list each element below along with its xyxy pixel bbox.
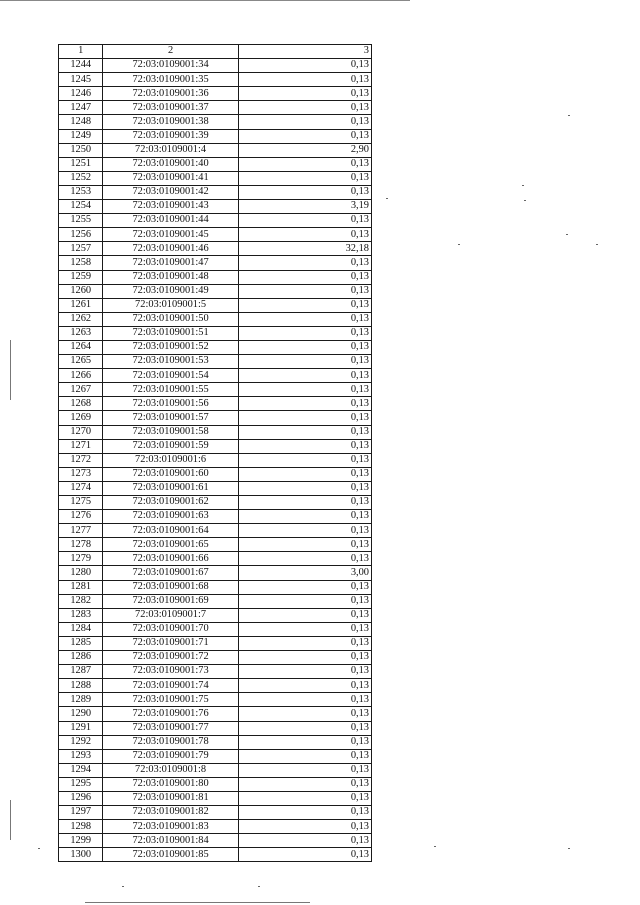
- scan-top-rule: [0, 0, 410, 1]
- scan-bottom-rule: [85, 902, 310, 903]
- area-value-cell: 0,13: [238, 256, 371, 270]
- area-value-cell: 0,13: [238, 693, 371, 707]
- row-number-cell: 1251: [59, 157, 103, 171]
- scan-margin-mark: [10, 800, 11, 840]
- row-number-cell: 1287: [59, 665, 103, 679]
- cadastral-number-cell: 72:03:0109001:38: [103, 115, 238, 129]
- cadastral-number-cell: 72:03:0109001:4: [103, 143, 238, 157]
- row-number-cell: 1268: [59, 397, 103, 411]
- cadastral-number-cell: 72:03:0109001:62: [103, 496, 238, 510]
- row-number-cell: 1295: [59, 777, 103, 791]
- row-number-cell: 1278: [59, 538, 103, 552]
- cadastral-number-cell: 72:03:0109001:63: [103, 510, 238, 524]
- area-value-cell: 0,13: [238, 763, 371, 777]
- cadastral-number-cell: 72:03:0109001:71: [103, 636, 238, 650]
- cadastral-number-cell: 72:03:0109001:61: [103, 481, 238, 495]
- row-number-cell: 1288: [59, 679, 103, 693]
- row-number-cell: 1247: [59, 101, 103, 115]
- row-number-cell: 1277: [59, 524, 103, 538]
- table-row: [59, 242, 372, 256]
- table-row: [59, 115, 372, 129]
- table-row: [59, 129, 372, 143]
- area-value-cell: 0,13: [238, 791, 371, 805]
- table-header: [59, 45, 372, 59]
- table-row: [59, 59, 372, 73]
- table-row: [59, 651, 372, 665]
- cadastral-number-cell: 72:03:0109001:36: [103, 87, 238, 101]
- cadastral-number-cell: 72:03:0109001:49: [103, 284, 238, 298]
- area-value-cell: 0,13: [238, 707, 371, 721]
- cadastral-number-cell: 72:03:0109001:72: [103, 651, 238, 665]
- cadastral-number-cell: 72:03:0109001:75: [103, 693, 238, 707]
- cadastral-number-cell: 72:03:0109001:48: [103, 270, 238, 284]
- area-value-cell: 0,13: [238, 87, 371, 101]
- table-row: [59, 735, 372, 749]
- table-row: [59, 777, 372, 791]
- scan-speck: [38, 848, 40, 849]
- area-value-cell: 2,90: [238, 143, 371, 157]
- table-row: [59, 453, 372, 467]
- cadastral-number-cell: 72:03:0109001:37: [103, 101, 238, 115]
- area-value-cell: 0,13: [238, 383, 371, 397]
- row-number-cell: 1273: [59, 467, 103, 481]
- table-row: [59, 326, 372, 340]
- cadastral-number-cell: 72:03:0109001:84: [103, 834, 238, 848]
- cadastral-number-cell: 72:03:0109001:34: [103, 59, 238, 73]
- row-number-cell: 1294: [59, 763, 103, 777]
- table-row: [59, 636, 372, 650]
- table-body: [59, 59, 372, 862]
- register-table: [58, 44, 372, 862]
- cadastral-number-cell: 72:03:0109001:8: [103, 763, 238, 777]
- area-value-cell: 0,13: [238, 129, 371, 143]
- table-row: [59, 820, 372, 834]
- row-number-cell: 1272: [59, 453, 103, 467]
- column-header-3: 3: [238, 45, 371, 59]
- row-number-cell: 1276: [59, 510, 103, 524]
- cadastral-number-cell: 72:03:0109001:55: [103, 383, 238, 397]
- scan-speck: [524, 200, 526, 201]
- table-row: [59, 510, 372, 524]
- area-value-cell: 0,13: [238, 101, 371, 115]
- cadastral-number-cell: 72:03:0109001:43: [103, 200, 238, 214]
- scan-speck: [122, 886, 124, 887]
- area-value-cell: 0,13: [238, 580, 371, 594]
- cadastral-number-cell: 72:03:0109001:57: [103, 411, 238, 425]
- area-value-cell: 0,13: [238, 369, 371, 383]
- table-row: [59, 298, 372, 312]
- row-number-cell: 1260: [59, 284, 103, 298]
- cadastral-number-cell: 72:03:0109001:76: [103, 707, 238, 721]
- area-value-cell: 0,13: [238, 594, 371, 608]
- row-number-cell: 1297: [59, 806, 103, 820]
- table-row: [59, 157, 372, 171]
- cadastral-number-cell: 72:03:0109001:54: [103, 369, 238, 383]
- scan-speck: [568, 115, 570, 116]
- cadastral-number-cell: 72:03:0109001:52: [103, 340, 238, 354]
- table-row: [59, 496, 372, 510]
- row-number-cell: 1281: [59, 580, 103, 594]
- scan-speck: [258, 886, 260, 887]
- area-value-cell: 0,13: [238, 312, 371, 326]
- cadastral-number-cell: 72:03:0109001:70: [103, 622, 238, 636]
- area-value-cell: 0,13: [238, 425, 371, 439]
- table-row: [59, 791, 372, 805]
- area-value-cell: 0,13: [238, 496, 371, 510]
- row-number-cell: 1280: [59, 566, 103, 580]
- row-number-cell: 1271: [59, 439, 103, 453]
- row-number-cell: 1289: [59, 693, 103, 707]
- row-number-cell: 1284: [59, 622, 103, 636]
- cadastral-number-cell: 72:03:0109001:46: [103, 242, 238, 256]
- cadastral-number-cell: 72:03:0109001:44: [103, 214, 238, 228]
- table-row: [59, 312, 372, 326]
- area-value-cell: 0,13: [238, 749, 371, 763]
- cadastral-number-cell: 72:03:0109001:85: [103, 848, 238, 862]
- row-number-cell: 1257: [59, 242, 103, 256]
- area-value-cell: 0,13: [238, 524, 371, 538]
- scan-speck: [434, 846, 436, 847]
- cadastral-number-cell: 72:03:0109001:35: [103, 73, 238, 87]
- row-number-cell: 1292: [59, 735, 103, 749]
- area-value-cell: 32,18: [238, 242, 371, 256]
- table-row: [59, 806, 372, 820]
- table-row: [59, 538, 372, 552]
- table-row: [59, 87, 372, 101]
- area-value-cell: 0,13: [238, 411, 371, 425]
- row-number-cell: 1282: [59, 594, 103, 608]
- row-number-cell: 1256: [59, 228, 103, 242]
- table-row: [59, 707, 372, 721]
- area-value-cell: 0,13: [238, 439, 371, 453]
- row-number-cell: 1265: [59, 355, 103, 369]
- area-value-cell: 0,13: [238, 115, 371, 129]
- row-number-cell: 1250: [59, 143, 103, 157]
- table-row: [59, 185, 372, 199]
- area-value-cell: 0,13: [238, 397, 371, 411]
- area-value-cell: 3,19: [238, 200, 371, 214]
- area-value-cell: 0,13: [238, 622, 371, 636]
- cadastral-number-cell: 72:03:0109001:5: [103, 298, 238, 312]
- area-value-cell: 0,13: [238, 608, 371, 622]
- area-value-cell: 0,13: [238, 185, 371, 199]
- table-row: [59, 665, 372, 679]
- cadastral-number-cell: 72:03:0109001:56: [103, 397, 238, 411]
- table-row: [59, 594, 372, 608]
- cadastral-number-cell: 72:03:0109001:53: [103, 355, 238, 369]
- row-number-cell: 1298: [59, 820, 103, 834]
- scan-speck: [458, 244, 460, 245]
- area-value-cell: 0,13: [238, 777, 371, 791]
- area-value-cell: 0,13: [238, 157, 371, 171]
- scan-speck: [596, 244, 598, 245]
- scan-speck: [386, 198, 388, 199]
- row-number-cell: 1246: [59, 87, 103, 101]
- area-value-cell: 0,13: [238, 834, 371, 848]
- area-value-cell: 0,13: [238, 453, 371, 467]
- scan-margin-mark: [10, 340, 11, 400]
- row-number-cell: 1270: [59, 425, 103, 439]
- cadastral-number-cell: 72:03:0109001:78: [103, 735, 238, 749]
- area-value-cell: 0,13: [238, 59, 371, 73]
- area-value-cell: 0,13: [238, 340, 371, 354]
- area-value-cell: 0,13: [238, 848, 371, 862]
- area-value-cell: 3,00: [238, 566, 371, 580]
- cadastral-number-cell: 72:03:0109001:69: [103, 594, 238, 608]
- cadastral-number-cell: 72:03:0109001:41: [103, 171, 238, 185]
- cadastral-number-cell: 72:03:0109001:77: [103, 721, 238, 735]
- table-row: [59, 622, 372, 636]
- cadastral-number-cell: 72:03:0109001:51: [103, 326, 238, 340]
- row-number-cell: 1286: [59, 651, 103, 665]
- row-number-cell: 1279: [59, 552, 103, 566]
- table-row: [59, 214, 372, 228]
- cadastral-number-cell: 72:03:0109001:60: [103, 467, 238, 481]
- cadastral-number-cell: 72:03:0109001:59: [103, 439, 238, 453]
- row-number-cell: 1262: [59, 312, 103, 326]
- table-row: [59, 143, 372, 157]
- cadastral-number-cell: 72:03:0109001:64: [103, 524, 238, 538]
- area-value-cell: 0,13: [238, 284, 371, 298]
- table-row: [59, 171, 372, 185]
- row-number-cell: 1259: [59, 270, 103, 284]
- header-row: [59, 45, 372, 59]
- table-row: [59, 848, 372, 862]
- area-value-cell: 0,13: [238, 510, 371, 524]
- table-row: [59, 369, 372, 383]
- cadastral-number-cell: 72:03:0109001:42: [103, 185, 238, 199]
- cadastral-number-cell: 72:03:0109001:80: [103, 777, 238, 791]
- table-row: [59, 256, 372, 270]
- table-row: [59, 749, 372, 763]
- table-row: [59, 355, 372, 369]
- row-number-cell: 1285: [59, 636, 103, 650]
- table-row: [59, 397, 372, 411]
- area-value-cell: 0,13: [238, 73, 371, 87]
- row-number-cell: 1293: [59, 749, 103, 763]
- cadastral-number-cell: 72:03:0109001:6: [103, 453, 238, 467]
- table-row: [59, 834, 372, 848]
- area-value-cell: 0,13: [238, 721, 371, 735]
- column-header-2: 2: [103, 45, 238, 59]
- cadastral-number-cell: 72:03:0109001:79: [103, 749, 238, 763]
- row-number-cell: 1267: [59, 383, 103, 397]
- cadastral-number-cell: 72:03:0109001:47: [103, 256, 238, 270]
- cadastral-number-cell: 72:03:0109001:65: [103, 538, 238, 552]
- cadastral-number-cell: 72:03:0109001:50: [103, 312, 238, 326]
- row-number-cell: 1244: [59, 59, 103, 73]
- row-number-cell: 1300: [59, 848, 103, 862]
- cadastral-number-cell: 72:03:0109001:45: [103, 228, 238, 242]
- row-number-cell: 1252: [59, 171, 103, 185]
- area-value-cell: 0,13: [238, 806, 371, 820]
- table-row: [59, 425, 372, 439]
- area-value-cell: 0,13: [238, 538, 371, 552]
- area-value-cell: 0,13: [238, 298, 371, 312]
- scan-speck: [522, 185, 524, 186]
- row-number-cell: 1290: [59, 707, 103, 721]
- area-value-cell: 0,13: [238, 214, 371, 228]
- cadastral-number-cell: 72:03:0109001:67: [103, 566, 238, 580]
- table-row: [59, 101, 372, 115]
- row-number-cell: 1255: [59, 214, 103, 228]
- row-number-cell: 1249: [59, 129, 103, 143]
- table-row: [59, 763, 372, 777]
- area-value-cell: 0,13: [238, 679, 371, 693]
- cadastral-number-cell: 72:03:0109001:74: [103, 679, 238, 693]
- table-row: [59, 439, 372, 453]
- scan-speck: [566, 234, 568, 235]
- table-row: [59, 693, 372, 707]
- table-row: [59, 200, 372, 214]
- cadastral-number-cell: 72:03:0109001:66: [103, 552, 238, 566]
- table-row: [59, 73, 372, 87]
- area-value-cell: 0,13: [238, 636, 371, 650]
- row-number-cell: 1263: [59, 326, 103, 340]
- area-value-cell: 0,13: [238, 228, 371, 242]
- cadastral-number-cell: 72:03:0109001:81: [103, 791, 238, 805]
- cadastral-number-cell: 72:03:0109001:58: [103, 425, 238, 439]
- area-value-cell: 0,13: [238, 270, 371, 284]
- area-value-cell: 0,13: [238, 735, 371, 749]
- table-row: [59, 383, 372, 397]
- table-row: [59, 679, 372, 693]
- row-number-cell: 1261: [59, 298, 103, 312]
- area-value-cell: 0,13: [238, 355, 371, 369]
- scan-speck: [568, 848, 570, 849]
- area-value-cell: 0,13: [238, 467, 371, 481]
- cadastral-number-cell: 72:03:0109001:68: [103, 580, 238, 594]
- table-row: [59, 524, 372, 538]
- cadastral-number-cell: 72:03:0109001:82: [103, 806, 238, 820]
- table-row: [59, 481, 372, 495]
- area-value-cell: 0,13: [238, 665, 371, 679]
- area-value-cell: 0,13: [238, 481, 371, 495]
- cadastral-number-cell: 72:03:0109001:73: [103, 665, 238, 679]
- area-value-cell: 0,13: [238, 326, 371, 340]
- table-row: [59, 411, 372, 425]
- table-row: [59, 552, 372, 566]
- row-number-cell: 1299: [59, 834, 103, 848]
- row-number-cell: 1296: [59, 791, 103, 805]
- column-header-1: 1: [59, 45, 103, 59]
- cadastral-number-cell: 72:03:0109001:40: [103, 157, 238, 171]
- cadastral-number-cell: 72:03:0109001:7: [103, 608, 238, 622]
- table-row: [59, 340, 372, 354]
- row-number-cell: 1258: [59, 256, 103, 270]
- cadastral-number-cell: 72:03:0109001:39: [103, 129, 238, 143]
- row-number-cell: 1291: [59, 721, 103, 735]
- table-row: [59, 566, 372, 580]
- row-number-cell: 1283: [59, 608, 103, 622]
- row-number-cell: 1266: [59, 369, 103, 383]
- table-row: [59, 580, 372, 594]
- cadastral-number-cell: 72:03:0109001:83: [103, 820, 238, 834]
- table-row: [59, 228, 372, 242]
- table-row: [59, 721, 372, 735]
- row-number-cell: 1264: [59, 340, 103, 354]
- area-value-cell: 0,13: [238, 820, 371, 834]
- row-number-cell: 1253: [59, 185, 103, 199]
- row-number-cell: 1245: [59, 73, 103, 87]
- area-value-cell: 0,13: [238, 651, 371, 665]
- area-value-cell: 0,13: [238, 171, 371, 185]
- row-number-cell: 1275: [59, 496, 103, 510]
- table-row: [59, 467, 372, 481]
- row-number-cell: 1269: [59, 411, 103, 425]
- table-row: [59, 608, 372, 622]
- row-number-cell: 1254: [59, 200, 103, 214]
- table-row: [59, 270, 372, 284]
- table-row: [59, 284, 372, 298]
- row-number-cell: 1248: [59, 115, 103, 129]
- row-number-cell: 1274: [59, 481, 103, 495]
- area-value-cell: 0,13: [238, 552, 371, 566]
